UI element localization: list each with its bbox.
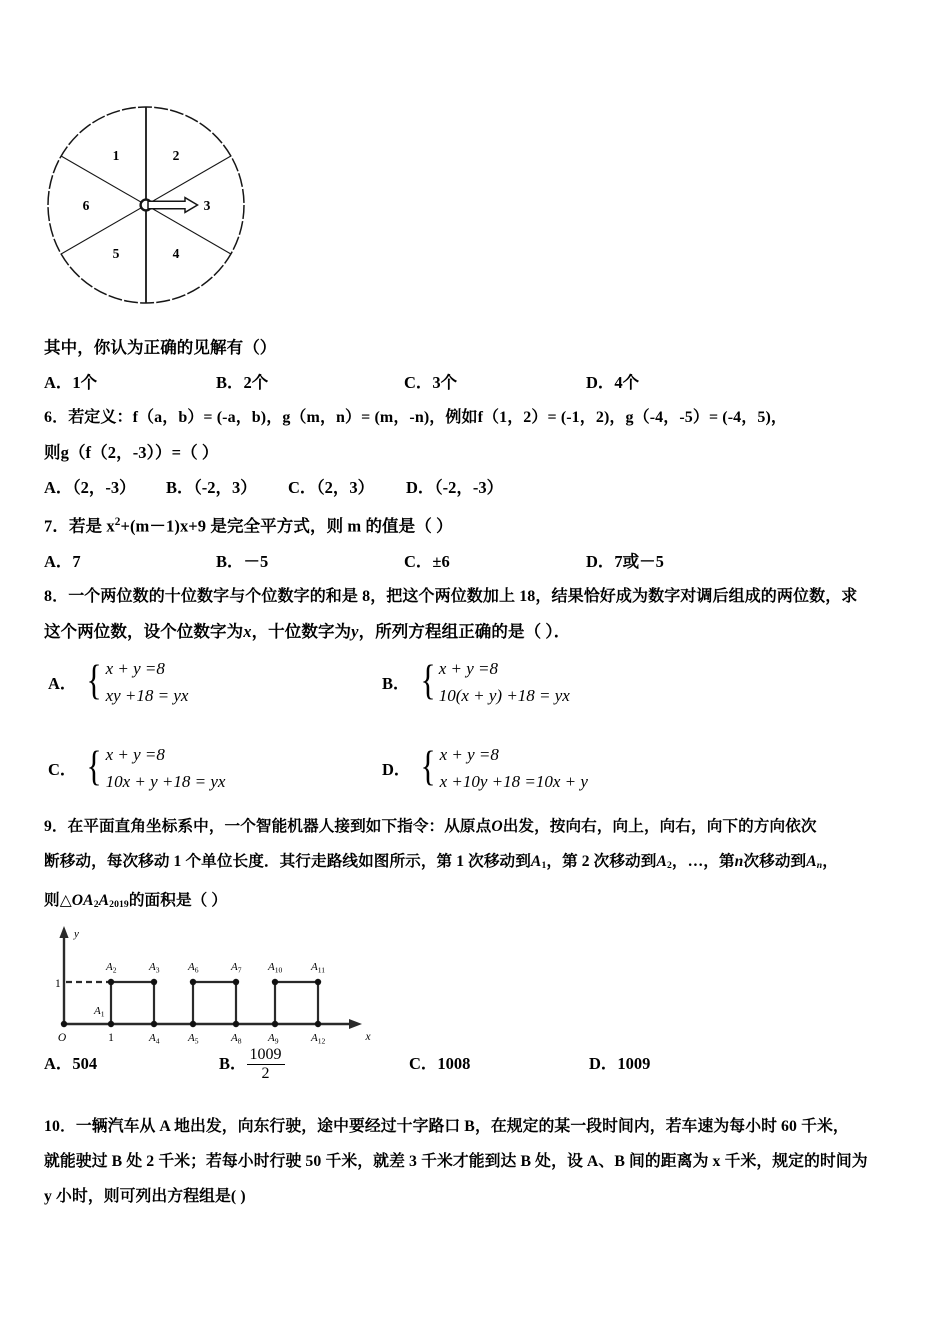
q8-option-b-eq2: 10(x + y) +18 = yx [438, 685, 570, 705]
label-a7: $A_7$ [231, 960, 242, 975]
q5-option-d-text: 4个 [614, 373, 640, 392]
q9-option-a[interactable] [44, 1046, 219, 1083]
label-a5: $A_5$ [188, 1031, 199, 1044]
origin-label: O [57, 1031, 67, 1044]
q5-prompt: 其中，你认为正确的见解有（） [44, 338, 277, 357]
q7-option-a-text: 7 [72, 551, 81, 571]
spinner-sector-4: 4 [172, 246, 180, 261]
left-brace-icon: { [86, 744, 103, 791]
x-axis-label: x [365, 1030, 371, 1043]
q9-stem-line1-b: 出发，按向右，向上，向右，向下的方向依次 [502, 817, 817, 835]
q6-option-b-label: B． [166, 478, 194, 497]
q9-stem-line2 [44, 844, 920, 883]
label-a6: $A_6$ [188, 960, 199, 975]
q8-option-d[interactable] [382, 741, 588, 795]
label-a8: $A_8$ [231, 1031, 242, 1044]
q8-stem-line2-b: ，十位数字为 [251, 621, 352, 641]
q8-option-d-label: D． [382, 759, 411, 779]
q5-option-a-label: A． [44, 373, 73, 392]
q8-option-b-eq1: x + y =8 [438, 658, 498, 678]
q10-stem-line2: 就能驶过 B 处 2 千米；若每小时行驶 50 千米，就差 3 千米才能到达 B 处，设 A、B 间的距离为 x 千米，规定的时间为 [44, 1152, 868, 1170]
q10-stem-line1: 10．一辆汽车从 A 地出发，向东行驶，途中要经过十字路口 B，在规定的某一段时间内，若车速为每小时 60 千米， [44, 1117, 849, 1135]
q9-origin-symbol: O [491, 817, 503, 835]
path-point-a4 [151, 1021, 157, 1027]
y-axis-label: y [74, 927, 79, 940]
q7-option-d[interactable] [586, 544, 664, 579]
label-a2: $A_2$ [106, 960, 117, 975]
q6-option-d-text: （-2，-3） [434, 478, 504, 497]
q9-var-n: n [734, 852, 744, 870]
q8-stem-line2 [44, 614, 920, 649]
q7-option-d-label: D． [586, 551, 615, 571]
x-tick-label-1: 1 [108, 1031, 114, 1044]
q9-triangle-a2-sub: 2 [93, 898, 99, 910]
q9-stem-line2-a: 断移动，每次移动 1 个单位长度．其行走路线如图所示，第 1 次移动到 [44, 852, 531, 870]
q9-stem-line2-e: ， [822, 852, 838, 870]
q6-option-a-label: A． [44, 478, 73, 497]
q9-option-d[interactable] [589, 1046, 650, 1083]
q6-stem-line1: 6．若定义：f（a，b）= (-a，b)，g（m，n）= (m，-n)，例如f（1，2）= (-1，2)，g（-4，-5）= (-4，5)， [44, 409, 787, 426]
q8-system-options [44, 655, 920, 805]
q6-options [44, 470, 920, 505]
q7-option-a[interactable] [44, 544, 216, 579]
q8-stem-line1: 8．一个两位数的十位数字与个位数字的和是 8，把这个两位数加上 18，结果恰好成为数字对调后组成的两位数，求 [44, 587, 858, 605]
q8-option-a-equations [106, 655, 189, 709]
path-point-a9 [272, 1021, 278, 1027]
q9-stem-line3 [44, 883, 920, 922]
q8-option-b[interactable] [382, 655, 570, 709]
q9-option-b-label: B． [219, 1053, 247, 1073]
q7-option-b-label: B． [216, 551, 244, 571]
q8-option-d-equations [440, 741, 588, 795]
q5-option-d-label: D． [586, 373, 615, 392]
q7-option-d-text: 7或－5 [614, 551, 664, 571]
q9-option-c-text: 1008 [437, 1053, 471, 1073]
q8-option-c-eq2: 10x + y +18 = yx [105, 771, 226, 791]
q9-triangle-a2: A [83, 891, 94, 909]
y-tick-label-1: 1 [55, 977, 61, 990]
q6-option-c[interactable] [288, 470, 406, 505]
q9-option-a-label: A． [44, 1053, 73, 1073]
q9-point-an: A [806, 852, 817, 870]
label-a1: $A_1$ [94, 1004, 105, 1019]
left-brace-icon: { [86, 658, 103, 705]
path-point-a3 [151, 979, 157, 985]
q8-stem-line2-a: 这个两位数，设个位数字为 [44, 621, 244, 641]
q5-option-b-label: B． [216, 373, 244, 392]
robot-path-figure [50, 922, 380, 1044]
path-point-a7 [233, 979, 239, 985]
q9-option-b-denominator: 2 [261, 1064, 270, 1082]
q5-option-a-text: 1个 [72, 373, 98, 392]
q6-option-d[interactable] [406, 470, 503, 505]
q7-option-a-label: A． [44, 551, 73, 571]
q9-triangle-o: O [71, 891, 84, 909]
q9-point-a1-sub: 1 [541, 859, 547, 871]
q7-option-b-text: －5 [243, 551, 269, 571]
q7-option-b[interactable] [216, 544, 404, 579]
x-axis-arrow [349, 1019, 362, 1029]
q9-option-b-fraction [247, 1046, 285, 1083]
q9-point-an-sub: n [816, 859, 823, 871]
spinner-sector-6: 6 [82, 198, 90, 213]
q8-option-c-eq1: x + y =8 [105, 744, 165, 764]
q9-option-d-text: 1009 [617, 1053, 651, 1073]
q9-stem-line2-b: ，第 2 次移动到 [546, 852, 657, 870]
q6-option-d-label: D． [406, 478, 435, 497]
q9-stem-line1-a: 9．在平面直角坐标系中，一个智能机器人接到如下指令：从原点 [44, 817, 492, 835]
q8-option-a[interactable] [48, 655, 188, 709]
q5-options [44, 365, 920, 400]
q6-stem-line2: 则g（f（2，-3））=（ ） [44, 443, 219, 462]
left-brace-icon: { [420, 658, 436, 705]
path-point-a10 [272, 979, 278, 985]
q9-option-c-label: C． [409, 1053, 438, 1073]
document-body [44, 0, 920, 1214]
label-a12: $A_{12}$ [311, 1031, 326, 1044]
q8-option-a-eq2: xy +18 = yx [105, 685, 189, 705]
q9-point-a1: A [530, 852, 542, 870]
path-point-a8 [233, 1021, 239, 1027]
q10-stem-line3: y 小时，则可列出方程组是( ) [44, 1187, 246, 1205]
path-point-a6 [190, 979, 196, 985]
q5-option-c-text: 3个 [432, 373, 458, 392]
q5-option-c[interactable] [404, 365, 586, 400]
q9-option-c[interactable] [409, 1046, 589, 1083]
q7-options [44, 544, 920, 579]
origin-point [61, 1021, 67, 1027]
label-a11: $A_{11}$ [311, 960, 326, 975]
label-a3: $A_3$ [149, 960, 160, 975]
q7-option-c-label: C． [404, 551, 433, 571]
y-axis-arrow [59, 926, 68, 938]
spinner-sector-1: 1 [112, 148, 120, 163]
q6-option-c-text: （2，3） [316, 478, 375, 497]
q8-option-b-label: B． [382, 673, 410, 693]
q8-option-c-equations [106, 741, 226, 795]
q6-option-a-text: （2，-3） [72, 478, 136, 497]
q7-exponent: 2 [114, 516, 121, 528]
path-point-a1 [108, 1021, 114, 1027]
q8-option-d-eq1: x + y =8 [439, 744, 499, 764]
spinner-sector-2: 2 [172, 148, 180, 163]
q9-option-d-label: D． [589, 1053, 618, 1073]
q7-stem-prefix: 7．若是 x [44, 516, 115, 536]
q5-option-a[interactable] [44, 365, 216, 400]
q5-option-d[interactable] [586, 365, 639, 400]
q9-stem-line2-d: 次移动到 [743, 852, 807, 870]
q7-option-c[interactable] [404, 544, 586, 579]
q9-point-a2-sub: 2 [666, 859, 672, 871]
q8-option-d-eq2: x +10y +18 =10x + y [439, 771, 588, 791]
q8-option-a-eq1: x + y =8 [105, 658, 165, 678]
q8-option-b-equations [439, 655, 570, 709]
q9-options [44, 1046, 920, 1083]
q6-option-a[interactable] [44, 470, 166, 505]
q9-stem-line3-a: 则△ [44, 891, 72, 909]
q9-stem-line2-c: ，…，第 [671, 852, 735, 870]
q8-option-a-label: A． [48, 673, 77, 693]
robot-path-svg [50, 922, 380, 1044]
q8-var-y: y [351, 621, 359, 641]
q6-option-b-text: （-2，3） [193, 478, 257, 497]
q7-stem [44, 505, 920, 544]
q5-option-b[interactable] [216, 365, 404, 400]
q7-stem-rest: +(m－1)x+9 是完全平方式，则 m 的值是（ ） [120, 516, 453, 536]
q5-option-c-label: C． [404, 373, 433, 392]
q8-stem-line2-c: ，所列方程组正确的是（ ）． [358, 621, 571, 641]
q8-option-c-label: C． [48, 759, 77, 779]
label-a10: $A_{10}$ [268, 960, 283, 975]
q9-option-b[interactable] [219, 1046, 409, 1083]
q9-stem-line1 [44, 809, 920, 844]
q9-option-a-text: 504 [72, 1053, 98, 1073]
q6-option-b[interactable] [166, 470, 288, 505]
q9-triangle-a2019: A [98, 891, 110, 909]
q9-option-b-numerator: 1009 [247, 1046, 285, 1065]
q6-option-c-label: C． [288, 478, 317, 497]
path-point-a12 [315, 1021, 321, 1027]
q9-stem-line3-b: 的面积是（ ） [128, 891, 228, 909]
path-point-a5 [190, 1021, 196, 1027]
path-point-a2 [108, 979, 114, 985]
label-a9: $A_9$ [268, 1031, 279, 1044]
label-a4: $A_4$ [149, 1031, 160, 1044]
q7-option-c-text: ±6 [432, 551, 450, 571]
left-brace-icon: { [420, 744, 437, 791]
q5-option-b-text: 2个 [243, 373, 269, 392]
q9-point-a2: A [656, 852, 667, 870]
q9-triangle-a2019-sub: 2019 [109, 898, 129, 910]
q8-option-c[interactable] [48, 741, 225, 795]
q8-var-x: x [243, 621, 252, 641]
spinner-sector-3: 3 [203, 198, 211, 213]
spinner-sector-5: 5 [112, 246, 120, 261]
path-point-a11 [315, 979, 321, 985]
